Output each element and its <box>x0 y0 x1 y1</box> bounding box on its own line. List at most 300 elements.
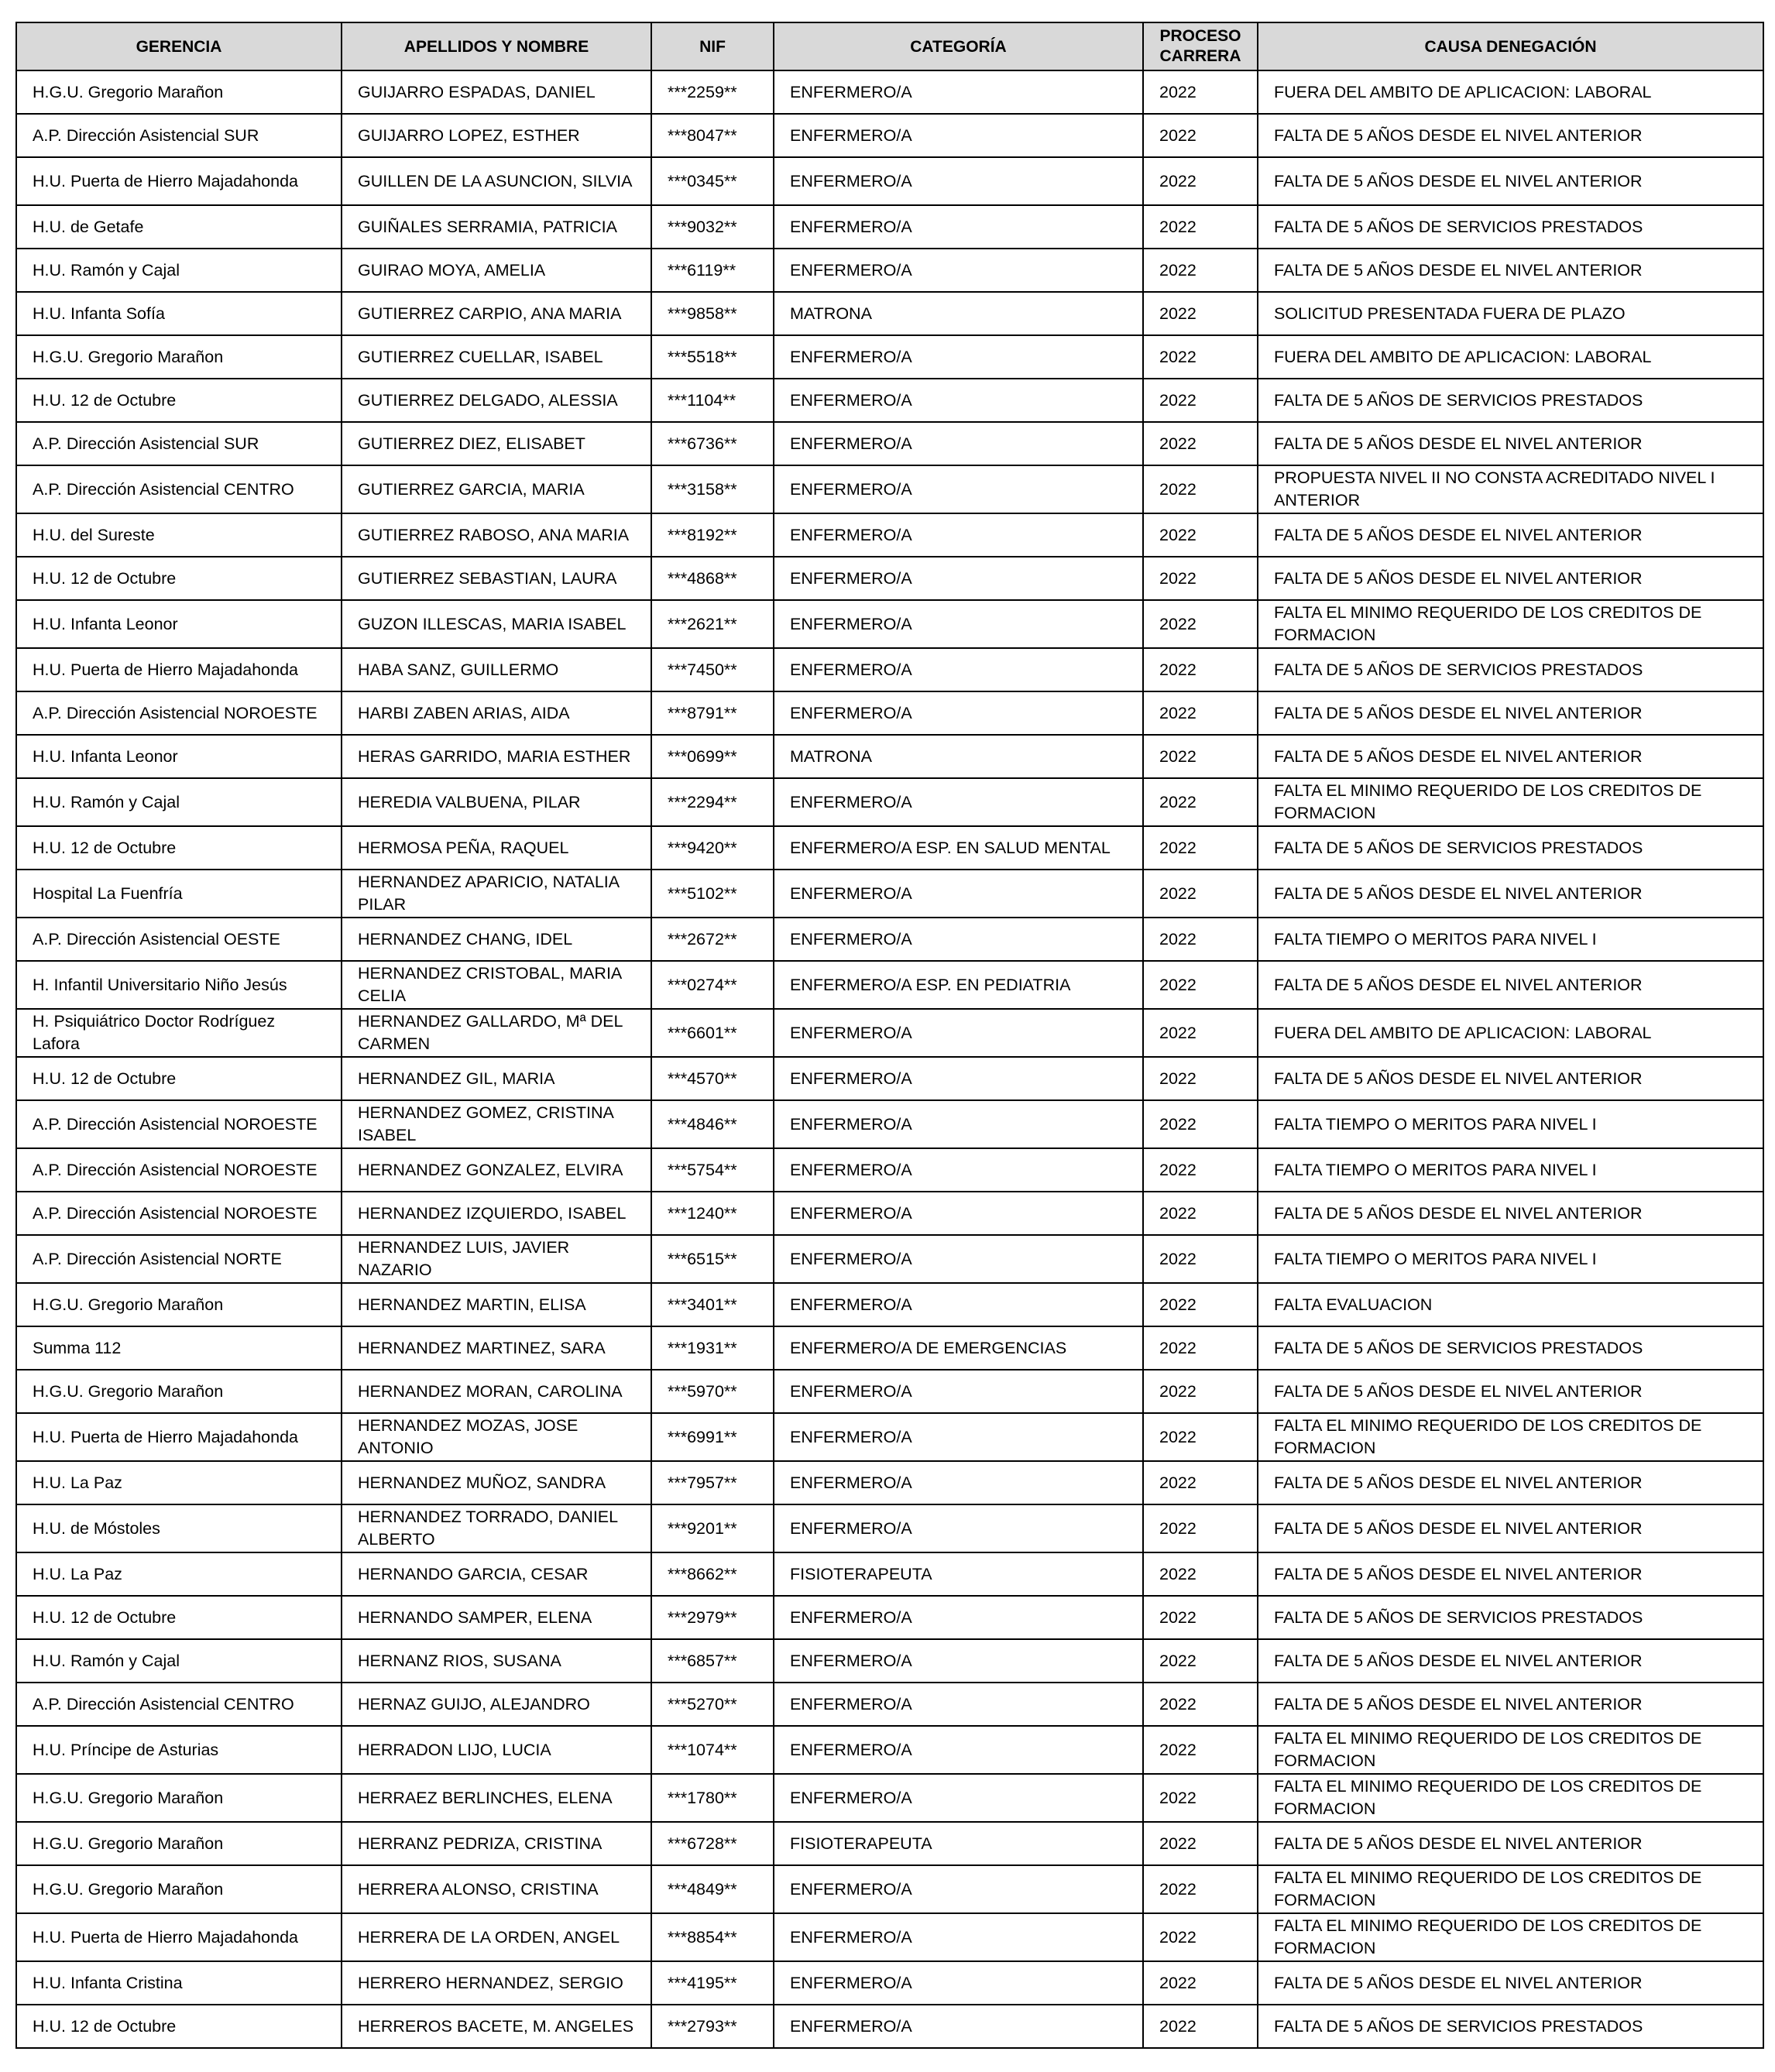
cell-gerencia: H.U. 12 de Octubre <box>16 826 342 870</box>
cell-causa: FALTA DE 5 AÑOS DE SERVICIOS PRESTADOS <box>1258 1326 1763 1370</box>
cell-nif: ***5270** <box>651 1683 774 1726</box>
cell-nif: ***5754** <box>651 1148 774 1192</box>
cell-nif: ***4195** <box>651 1961 774 2005</box>
cell-causa: FALTA DE 5 AÑOS DESDE EL NIVEL ANTERIOR <box>1258 870 1763 918</box>
table-row <box>16 691 1763 735</box>
cell-categoria: ENFERMERO/A <box>774 1370 1143 1413</box>
cell-gerencia: H.G.U. Gregorio Marañon <box>16 1774 342 1822</box>
cell-gerencia: H.U. Puerta de Hierro Majadahonda <box>16 1413 342 1461</box>
header-nif: NIF <box>651 22 774 70</box>
cell-gerencia: H.U. Puerta de Hierro Majadahonda <box>16 157 342 205</box>
table-row <box>16 1639 1763 1683</box>
cell-nombre: HERREROS BACETE, M. ANGELES <box>342 2005 651 2048</box>
cell-nif: ***6728** <box>651 1822 774 1865</box>
cell-categoria: ENFERMERO/A <box>774 778 1143 826</box>
cell-causa: FALTA DE 5 AÑOS DESDE EL NIVEL ANTERIOR <box>1258 114 1763 157</box>
cell-nombre: HERNANDEZ MORAN, CAROLINA <box>342 1370 651 1413</box>
cell-causa: SOLICITUD PRESENTADA FUERA DE PLAZO <box>1258 292 1763 335</box>
cell-proceso: 2022 <box>1143 1504 1258 1552</box>
cell-categoria: ENFERMERO/A <box>774 557 1143 600</box>
cell-gerencia: H.U. Puerta de Hierro Majadahonda <box>16 648 342 691</box>
cell-nombre: GUTIERREZ CUELLAR, ISABEL <box>342 335 651 379</box>
cell-nombre: GUILLEN DE LA ASUNCION, SILVIA <box>342 157 651 205</box>
cell-nif: ***6119** <box>651 249 774 292</box>
cell-nombre: GUTIERREZ DIEZ, ELISABET <box>342 422 651 465</box>
table-row <box>16 157 1763 205</box>
table-row <box>16 1961 1763 2005</box>
cell-nif: ***2621** <box>651 600 774 648</box>
cell-proceso: 2022 <box>1143 1283 1258 1326</box>
cell-causa: FALTA DE 5 AÑOS DESDE EL NIVEL ANTERIOR <box>1258 1961 1763 2005</box>
table-row <box>16 600 1763 648</box>
cell-nif: ***2672** <box>651 918 774 961</box>
cell-nombre: HERRADON LIJO, LUCIA <box>342 1726 651 1774</box>
cell-nombre: HERNANZ RIOS, SUSANA <box>342 1639 651 1683</box>
table-row <box>16 961 1763 1009</box>
cell-gerencia: H.U. del Sureste <box>16 513 342 557</box>
cell-nombre: HARBI ZABEN ARIAS, AIDA <box>342 691 651 735</box>
cell-causa: FALTA TIEMPO O MERITOS PARA NIVEL I <box>1258 1235 1763 1283</box>
cell-causa: FALTA DE 5 AÑOS DE SERVICIOS PRESTADOS <box>1258 1596 1763 1639</box>
cell-proceso: 2022 <box>1143 1683 1258 1726</box>
cell-categoria: ENFERMERO/A <box>774 1009 1143 1057</box>
cell-gerencia: A.P. Dirección Asistencial NORTE <box>16 1235 342 1283</box>
cell-nif: ***9420** <box>651 826 774 870</box>
table-row <box>16 1326 1763 1370</box>
cell-nombre: HABA SANZ, GUILLERMO <box>342 648 651 691</box>
cell-nif: ***6515** <box>651 1235 774 1283</box>
cell-proceso: 2022 <box>1143 465 1258 513</box>
cell-categoria: ENFERMERO/A <box>774 1639 1143 1683</box>
cell-nombre: HERNANDEZ IZQUIERDO, ISABEL <box>342 1192 651 1235</box>
cell-categoria: ENFERMERO/A <box>774 1726 1143 1774</box>
cell-categoria: ENFERMERO/A <box>774 1774 1143 1822</box>
cell-proceso: 2022 <box>1143 691 1258 735</box>
cell-nombre: HERNANDEZ MOZAS, JOSE ANTONIO <box>342 1413 651 1461</box>
denials-table <box>15 22 1764 2049</box>
cell-causa: FALTA DE 5 AÑOS DESDE EL NIVEL ANTERIOR <box>1258 735 1763 778</box>
cell-causa: FALTA DE 5 AÑOS DE SERVICIOS PRESTADOS <box>1258 826 1763 870</box>
cell-nif: ***8662** <box>651 1552 774 1596</box>
cell-proceso: 2022 <box>1143 379 1258 422</box>
cell-causa: FUERA DEL AMBITO DE APLICACION: LABORAL <box>1258 70 1763 114</box>
cell-proceso: 2022 <box>1143 70 1258 114</box>
cell-proceso: 2022 <box>1143 1009 1258 1057</box>
cell-gerencia: A.P. Dirección Asistencial OESTE <box>16 918 342 961</box>
cell-causa: FALTA DE 5 AÑOS DE SERVICIOS PRESTADOS <box>1258 648 1763 691</box>
cell-nombre: HERNANDEZ MARTIN, ELISA <box>342 1283 651 1326</box>
table-row <box>16 114 1763 157</box>
table-row <box>16 1774 1763 1822</box>
table-row <box>16 778 1763 826</box>
cell-nif: ***1240** <box>651 1192 774 1235</box>
cell-gerencia: A.P. Dirección Asistencial NOROESTE <box>16 691 342 735</box>
cell-categoria: ENFERMERO/A <box>774 918 1143 961</box>
cell-categoria: ENFERMERO/A <box>774 1961 1143 2005</box>
cell-proceso: 2022 <box>1143 1822 1258 1865</box>
cell-proceso: 2022 <box>1143 513 1258 557</box>
cell-nif: ***8791** <box>651 691 774 735</box>
table-body <box>16 70 1763 2048</box>
cell-proceso: 2022 <box>1143 1413 1258 1461</box>
cell-proceso: 2022 <box>1143 826 1258 870</box>
cell-nif: ***8854** <box>651 1913 774 1961</box>
cell-categoria: FISIOTERAPEUTA <box>774 1552 1143 1596</box>
cell-nombre: HERNANDEZ MUÑOZ, SANDRA <box>342 1461 651 1504</box>
cell-categoria: ENFERMERO/A <box>774 205 1143 249</box>
cell-proceso: 2022 <box>1143 557 1258 600</box>
cell-categoria: ENFERMERO/A <box>774 1461 1143 1504</box>
cell-nif: ***8192** <box>651 513 774 557</box>
cell-gerencia: H.G.U. Gregorio Marañon <box>16 1370 342 1413</box>
cell-proceso: 2022 <box>1143 1596 1258 1639</box>
cell-categoria: ENFERMERO/A <box>774 1413 1143 1461</box>
cell-gerencia: Summa 112 <box>16 1326 342 1370</box>
cell-causa: FALTA TIEMPO O MERITOS PARA NIVEL I <box>1258 1100 1763 1148</box>
cell-gerencia: H.U. 12 de Octubre <box>16 2005 342 2048</box>
cell-categoria: ENFERMERO/A <box>774 2005 1143 2048</box>
cell-proceso: 2022 <box>1143 1148 1258 1192</box>
cell-nif: ***4849** <box>651 1865 774 1913</box>
cell-nombre: HEREDIA VALBUENA, PILAR <box>342 778 651 826</box>
cell-proceso: 2022 <box>1143 1192 1258 1235</box>
table-row <box>16 1683 1763 1726</box>
cell-gerencia: H.U. Infanta Leonor <box>16 735 342 778</box>
table-row <box>16 1057 1763 1100</box>
table-row <box>16 557 1763 600</box>
cell-proceso: 2022 <box>1143 1639 1258 1683</box>
cell-categoria: ENFERMERO/A <box>774 1100 1143 1148</box>
cell-gerencia: H.U. Ramón y Cajal <box>16 778 342 826</box>
header-row <box>16 22 1763 70</box>
cell-causa: FALTA DE 5 AÑOS DESDE EL NIVEL ANTERIOR <box>1258 1639 1763 1683</box>
cell-causa: FALTA EVALUACION <box>1258 1283 1763 1326</box>
cell-categoria: ENFERMERO/A <box>774 600 1143 648</box>
table-row <box>16 1009 1763 1057</box>
cell-causa: FALTA DE 5 AÑOS DE SERVICIOS PRESTADOS <box>1258 205 1763 249</box>
cell-categoria: MATRONA <box>774 292 1143 335</box>
cell-categoria: ENFERMERO/A <box>774 1283 1143 1326</box>
cell-proceso: 2022 <box>1143 249 1258 292</box>
cell-proceso: 2022 <box>1143 1726 1258 1774</box>
cell-gerencia: A.P. Dirección Asistencial CENTRO <box>16 1683 342 1726</box>
cell-nif: ***2294** <box>651 778 774 826</box>
cell-causa: FALTA DE 5 AÑOS DESDE EL NIVEL ANTERIOR <box>1258 961 1763 1009</box>
cell-causa: FALTA DE 5 AÑOS DE SERVICIOS PRESTADOS <box>1258 379 1763 422</box>
cell-gerencia: H.U. Infanta Leonor <box>16 600 342 648</box>
cell-proceso: 2022 <box>1143 735 1258 778</box>
cell-categoria: ENFERMERO/A <box>774 70 1143 114</box>
cell-categoria: ENFERMERO/A <box>774 114 1143 157</box>
cell-nombre: HERNANDO SAMPER, ELENA <box>342 1596 651 1639</box>
cell-nif: ***2979** <box>651 1596 774 1639</box>
cell-nif: ***3158** <box>651 465 774 513</box>
cell-nif: ***9201** <box>651 1504 774 1552</box>
cell-causa: FALTA EL MINIMO REQUERIDO DE LOS CREDITOS DE FORMACION <box>1258 1726 1763 1774</box>
table-row <box>16 826 1763 870</box>
header-categoria: CATEGORÍA <box>774 22 1143 70</box>
cell-causa: FALTA DE 5 AÑOS DESDE EL NIVEL ANTERIOR <box>1258 1822 1763 1865</box>
cell-nif: ***3401** <box>651 1283 774 1326</box>
cell-nif: ***2793** <box>651 2005 774 2048</box>
header-gerencia: GERENCIA <box>16 22 342 70</box>
cell-categoria: ENFERMERO/A <box>774 249 1143 292</box>
cell-nif: ***6857** <box>651 1639 774 1683</box>
cell-gerencia: H. Infantil Universitario Niño Jesús <box>16 961 342 1009</box>
cell-categoria: FISIOTERAPEUTA <box>774 1822 1143 1865</box>
table-row <box>16 335 1763 379</box>
table-row <box>16 379 1763 422</box>
cell-gerencia: A.P. Dirección Asistencial CENTRO <box>16 465 342 513</box>
cell-gerencia: H.G.U. Gregorio Marañon <box>16 1865 342 1913</box>
cell-categoria: ENFERMERO/A <box>774 513 1143 557</box>
cell-nif: ***4868** <box>651 557 774 600</box>
cell-categoria: ENFERMERO/A <box>774 1192 1143 1235</box>
cell-nif: ***0345** <box>651 157 774 205</box>
cell-nombre: HERRERA DE LA ORDEN, ANGEL <box>342 1913 651 1961</box>
cell-nif: ***6601** <box>651 1009 774 1057</box>
cell-gerencia: H.U. Infanta Sofía <box>16 292 342 335</box>
table-row <box>16 1504 1763 1552</box>
cell-nombre: GUIÑALES SERRAMIA, PATRICIA <box>342 205 651 249</box>
cell-nif: ***5970** <box>651 1370 774 1413</box>
cell-causa: FALTA DE 5 AÑOS DESDE EL NIVEL ANTERIOR <box>1258 422 1763 465</box>
table-row <box>16 513 1763 557</box>
table-row <box>16 1235 1763 1283</box>
cell-gerencia: H.U. Ramón y Cajal <box>16 1639 342 1683</box>
cell-categoria: ENFERMERO/A <box>774 1596 1143 1639</box>
cell-gerencia: H.U. Infanta Cristina <box>16 1961 342 2005</box>
cell-causa: FALTA TIEMPO O MERITOS PARA NIVEL I <box>1258 918 1763 961</box>
cell-nif: ***6991** <box>651 1413 774 1461</box>
cell-nombre: HERRAEZ BERLINCHES, ELENA <box>342 1774 651 1822</box>
cell-gerencia: H.U. de Getafe <box>16 205 342 249</box>
table-row <box>16 1283 1763 1326</box>
table-row <box>16 465 1763 513</box>
cell-categoria: ENFERMERO/A <box>774 1235 1143 1283</box>
cell-proceso: 2022 <box>1143 1370 1258 1413</box>
cell-causa: FALTA DE 5 AÑOS DESDE EL NIVEL ANTERIOR <box>1258 1683 1763 1726</box>
cell-nombre: GUZON ILLESCAS, MARIA ISABEL <box>342 600 651 648</box>
cell-proceso: 2022 <box>1143 1774 1258 1822</box>
cell-nombre: HERMOSA PEÑA, RAQUEL <box>342 826 651 870</box>
cell-causa: FALTA DE 5 AÑOS DESDE EL NIVEL ANTERIOR <box>1258 513 1763 557</box>
cell-proceso: 2022 <box>1143 778 1258 826</box>
cell-causa: FALTA EL MINIMO REQUERIDO DE LOS CREDITOS DE FORMACION <box>1258 1865 1763 1913</box>
cell-categoria: ENFERMERO/A <box>774 1683 1143 1726</box>
cell-proceso: 2022 <box>1143 422 1258 465</box>
cell-categoria: ENFERMERO/A <box>774 379 1143 422</box>
cell-nombre: GUTIERREZ DELGADO, ALESSIA <box>342 379 651 422</box>
cell-causa: FALTA EL MINIMO REQUERIDO DE LOS CREDITOS DE FORMACION <box>1258 1413 1763 1461</box>
cell-categoria: ENFERMERO/A ESP. EN SALUD MENTAL <box>774 826 1143 870</box>
cell-nif: ***4846** <box>651 1100 774 1148</box>
cell-nif: ***1104** <box>651 379 774 422</box>
cell-causa: FALTA EL MINIMO REQUERIDO DE LOS CREDITOS DE FORMACION <box>1258 1774 1763 1822</box>
cell-gerencia: H.G.U. Gregorio Marañon <box>16 1283 342 1326</box>
table-row <box>16 422 1763 465</box>
cell-nombre: HERNANDEZ CRISTOBAL, MARIA CELIA <box>342 961 651 1009</box>
cell-nombre: HERNANDEZ LUIS, JAVIER NAZARIO <box>342 1235 651 1283</box>
table-row <box>16 292 1763 335</box>
header-proceso-carrera: PROCESO CARRERA <box>1143 22 1258 70</box>
cell-nif: ***5102** <box>651 870 774 918</box>
cell-categoria: ENFERMERO/A <box>774 422 1143 465</box>
table-row <box>16 1596 1763 1639</box>
cell-causa: PROPUESTA NIVEL II NO CONSTA ACREDITADO NIVEL I ANTERIOR <box>1258 465 1763 513</box>
cell-causa: FALTA EL MINIMO REQUERIDO DE LOS CREDITOS DE FORMACION <box>1258 1913 1763 1961</box>
cell-categoria: ENFERMERO/A <box>774 691 1143 735</box>
cell-proceso: 2022 <box>1143 918 1258 961</box>
cell-nombre: GUIRAO MOYA, AMELIA <box>342 249 651 292</box>
cell-proceso: 2022 <box>1143 1100 1258 1148</box>
cell-nif: ***8047** <box>651 114 774 157</box>
cell-causa: FALTA EL MINIMO REQUERIDO DE LOS CREDITOS DE FORMACION <box>1258 600 1763 648</box>
table-row <box>16 1822 1763 1865</box>
header-apellidos-nombre: APELLIDOS Y NOMBRE <box>342 22 651 70</box>
table-row <box>16 1370 1763 1413</box>
cell-proceso: 2022 <box>1143 1552 1258 1596</box>
cell-nombre: HERNANDO GARCIA, CESAR <box>342 1552 651 1596</box>
cell-gerencia: H.U. 12 de Octubre <box>16 379 342 422</box>
cell-causa: FUERA DEL AMBITO DE APLICACION: LABORAL <box>1258 1009 1763 1057</box>
cell-causa: FALTA DE 5 AÑOS DESDE EL NIVEL ANTERIOR <box>1258 249 1763 292</box>
cell-proceso: 2022 <box>1143 157 1258 205</box>
cell-nombre: HERNANDEZ CHANG, IDEL <box>342 918 651 961</box>
cell-gerencia: A.P. Dirección Asistencial SUR <box>16 114 342 157</box>
table-row <box>16 1913 1763 1961</box>
cell-proceso: 2022 <box>1143 1326 1258 1370</box>
table-row <box>16 735 1763 778</box>
cell-categoria: ENFERMERO/A <box>774 1504 1143 1552</box>
cell-causa: FALTA DE 5 AÑOS DESDE EL NIVEL ANTERIOR <box>1258 1504 1763 1552</box>
cell-proceso: 2022 <box>1143 1913 1258 1961</box>
cell-gerencia: H.U. 12 de Octubre <box>16 557 342 600</box>
table-row <box>16 1413 1763 1461</box>
cell-causa: FALTA DE 5 AÑOS DESDE EL NIVEL ANTERIOR <box>1258 1461 1763 1504</box>
cell-nif: ***5518** <box>651 335 774 379</box>
cell-gerencia: A.P. Dirección Asistencial NOROESTE <box>16 1148 342 1192</box>
cell-nombre: HERRANZ PEDRIZA, CRISTINA <box>342 1822 651 1865</box>
cell-categoria: ENFERMERO/A <box>774 465 1143 513</box>
cell-causa: FALTA EL MINIMO REQUERIDO DE LOS CREDITOS DE FORMACION <box>1258 778 1763 826</box>
cell-nif: ***7450** <box>651 648 774 691</box>
cell-causa: FALTA DE 5 AÑOS DESDE EL NIVEL ANTERIOR <box>1258 157 1763 205</box>
table-row <box>16 205 1763 249</box>
cell-causa: FALTA DE 5 AÑOS DESDE EL NIVEL ANTERIOR <box>1258 1370 1763 1413</box>
cell-nif: ***7957** <box>651 1461 774 1504</box>
cell-nombre: GUIJARRO ESPADAS, DANIEL <box>342 70 651 114</box>
table-row <box>16 70 1763 114</box>
cell-causa: FUERA DEL AMBITO DE APLICACION: LABORAL <box>1258 335 1763 379</box>
cell-gerencia: A.P. Dirección Asistencial SUR <box>16 422 342 465</box>
cell-proceso: 2022 <box>1143 600 1258 648</box>
cell-gerencia: H.G.U. Gregorio Marañon <box>16 70 342 114</box>
cell-gerencia: A.P. Dirección Asistencial NOROESTE <box>16 1100 342 1148</box>
table-row <box>16 918 1763 961</box>
cell-categoria: ENFERMERO/A <box>774 1148 1143 1192</box>
cell-gerencia: H.G.U. Gregorio Marañon <box>16 1822 342 1865</box>
table-row <box>16 1100 1763 1148</box>
cell-categoria: ENFERMERO/A <box>774 870 1143 918</box>
cell-categoria: ENFERMERO/A <box>774 335 1143 379</box>
cell-causa: FALTA DE 5 AÑOS DE SERVICIOS PRESTADOS <box>1258 2005 1763 2048</box>
cell-categoria: ENFERMERO/A <box>774 648 1143 691</box>
table-row <box>16 1461 1763 1504</box>
cell-gerencia: H. Psiquiátrico Doctor Rodríguez Lafora <box>16 1009 342 1057</box>
cell-causa: FALTA DE 5 AÑOS DESDE EL NIVEL ANTERIOR <box>1258 1552 1763 1596</box>
cell-nombre: HERAS GARRIDO, MARIA ESTHER <box>342 735 651 778</box>
cell-nif: ***9858** <box>651 292 774 335</box>
header-causa-denegacion: CAUSA DENEGACIÓN <box>1258 22 1763 70</box>
cell-gerencia: Hospital La Fuenfría <box>16 870 342 918</box>
cell-causa: FALTA DE 5 AÑOS DESDE EL NIVEL ANTERIOR <box>1258 1192 1763 1235</box>
cell-proceso: 2022 <box>1143 961 1258 1009</box>
cell-gerencia: H.U. La Paz <box>16 1552 342 1596</box>
cell-categoria: ENFERMERO/A <box>774 1913 1143 1961</box>
cell-gerencia: A.P. Dirección Asistencial NOROESTE <box>16 1192 342 1235</box>
cell-gerencia: H.U. 12 de Octubre <box>16 1596 342 1639</box>
cell-nombre: HERNANDEZ GONZALEZ, ELVIRA <box>342 1148 651 1192</box>
table-row <box>16 1192 1763 1235</box>
cell-categoria: MATRONA <box>774 735 1143 778</box>
cell-gerencia: H.U. de Móstoles <box>16 1504 342 1552</box>
cell-nif: ***0699** <box>651 735 774 778</box>
cell-nif: ***2259** <box>651 70 774 114</box>
table-row <box>16 648 1763 691</box>
table-row <box>16 1148 1763 1192</box>
cell-proceso: 2022 <box>1143 1461 1258 1504</box>
table-row <box>16 2005 1763 2048</box>
cell-proceso: 2022 <box>1143 1865 1258 1913</box>
cell-nif: ***4570** <box>651 1057 774 1100</box>
cell-gerencia: H.U. Príncipe de Asturias <box>16 1726 342 1774</box>
cell-nombre: HERRERA ALONSO, CRISTINA <box>342 1865 651 1913</box>
cell-proceso: 2022 <box>1143 114 1258 157</box>
cell-nombre: GUTIERREZ GARCIA, MARIA <box>342 465 651 513</box>
cell-proceso: 2022 <box>1143 205 1258 249</box>
cell-nif: ***0274** <box>651 961 774 1009</box>
table-row <box>16 1865 1763 1913</box>
cell-gerencia: H.U. Ramón y Cajal <box>16 249 342 292</box>
cell-nif: ***6736** <box>651 422 774 465</box>
cell-nombre: GUTIERREZ SEBASTIAN, LAURA <box>342 557 651 600</box>
cell-proceso: 2022 <box>1143 870 1258 918</box>
cell-categoria: ENFERMERO/A DE EMERGENCIAS <box>774 1326 1143 1370</box>
cell-proceso: 2022 <box>1143 292 1258 335</box>
cell-nif: ***9032** <box>651 205 774 249</box>
cell-causa: FALTA TIEMPO O MERITOS PARA NIVEL I <box>1258 1148 1763 1192</box>
cell-categoria: ENFERMERO/A <box>774 157 1143 205</box>
table-row <box>16 249 1763 292</box>
cell-nombre: GUTIERREZ CARPIO, ANA MARIA <box>342 292 651 335</box>
cell-gerencia: H.U. 12 de Octubre <box>16 1057 342 1100</box>
cell-nif: ***1780** <box>651 1774 774 1822</box>
cell-proceso: 2022 <box>1143 1057 1258 1100</box>
cell-gerencia: H.U. La Paz <box>16 1461 342 1504</box>
cell-nombre: HERNANDEZ APARICIO, NATALIA PILAR <box>342 870 651 918</box>
cell-nombre: GUIJARRO LOPEZ, ESTHER <box>342 114 651 157</box>
cell-nombre: HERNANDEZ GOMEZ, CRISTINA ISABEL <box>342 1100 651 1148</box>
cell-proceso: 2022 <box>1143 1961 1258 2005</box>
cell-nif: ***1931** <box>651 1326 774 1370</box>
cell-causa: FALTA DE 5 AÑOS DESDE EL NIVEL ANTERIOR <box>1258 1057 1763 1100</box>
table-row <box>16 1552 1763 1596</box>
cell-nombre: HERRERO HERNANDEZ, SERGIO <box>342 1961 651 2005</box>
cell-categoria: ENFERMERO/A ESP. EN PEDIATRIA <box>774 961 1143 1009</box>
cell-nombre: HERNANDEZ MARTINEZ, SARA <box>342 1326 651 1370</box>
cell-categoria: ENFERMERO/A <box>774 1865 1143 1913</box>
